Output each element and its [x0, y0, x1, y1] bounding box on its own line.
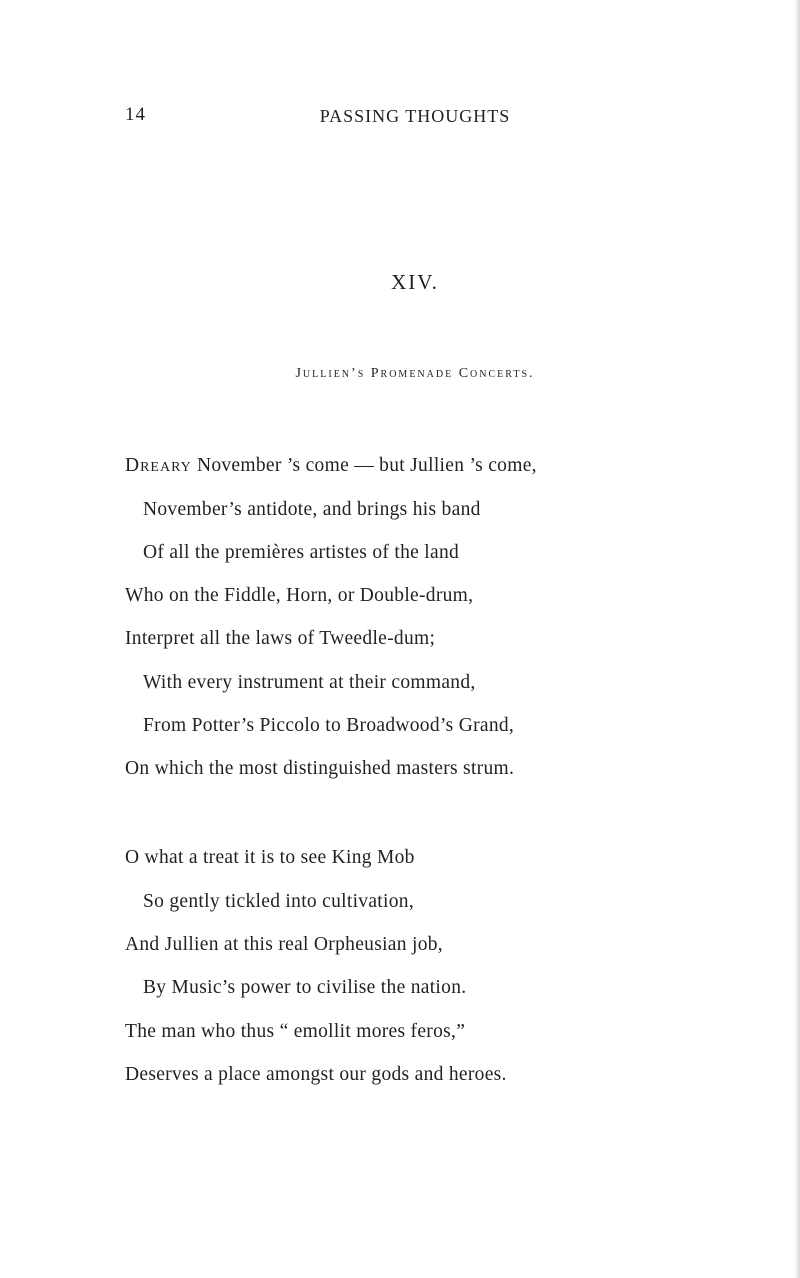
stanza2-line-2: So gently tickled into cultivation, [143, 891, 415, 912]
running-head: PASSING THOUGHTS [319, 106, 511, 126]
stanza2-line-1: O what a treat it is to see King Mob [125, 847, 415, 868]
page-edge [794, 0, 800, 1278]
section-number: XIV. [391, 270, 439, 294]
stanza1-line-2: November’s antidote, and brings his band [143, 499, 481, 520]
stanza1-line-6: With every instrument at their command, [143, 672, 476, 693]
poem-title [0, 366, 800, 382]
stanza1-line-5: Interpret all the laws of Tweedle-dum; [125, 628, 436, 649]
first-line-rest: November ’s come — but Jullien ’s come, [191, 455, 537, 476]
stanza1-line-7: From Potter’s Piccolo to Broadwood’s Grand, [143, 715, 515, 736]
stanza2-line-5: The man who thus “ emollit mores feros,” [125, 1021, 466, 1042]
first-word: Dreary [125, 455, 192, 476]
page-number: 14 [125, 104, 146, 125]
stanza1-line-8: On which the most distinguished masters strum. [125, 758, 515, 779]
stanza2-line-3: And Jullien at this real Orpheusian job, [125, 934, 443, 955]
stanza2-line-6: Deserves a place amongst our gods and heroes. [125, 1064, 507, 1085]
stanza1-line-4: Who on the Fiddle, Horn, or Double-drum, [125, 585, 474, 606]
stanza2-line-4: By Music’s power to civilise the nation. [143, 977, 467, 998]
stanza1-line-1 [125, 455, 537, 477]
stanza1-line-3: Of all the premières artistes of the land [143, 542, 460, 563]
poem-title-text: Jullien’s Promenade Concerts. [295, 366, 535, 381]
